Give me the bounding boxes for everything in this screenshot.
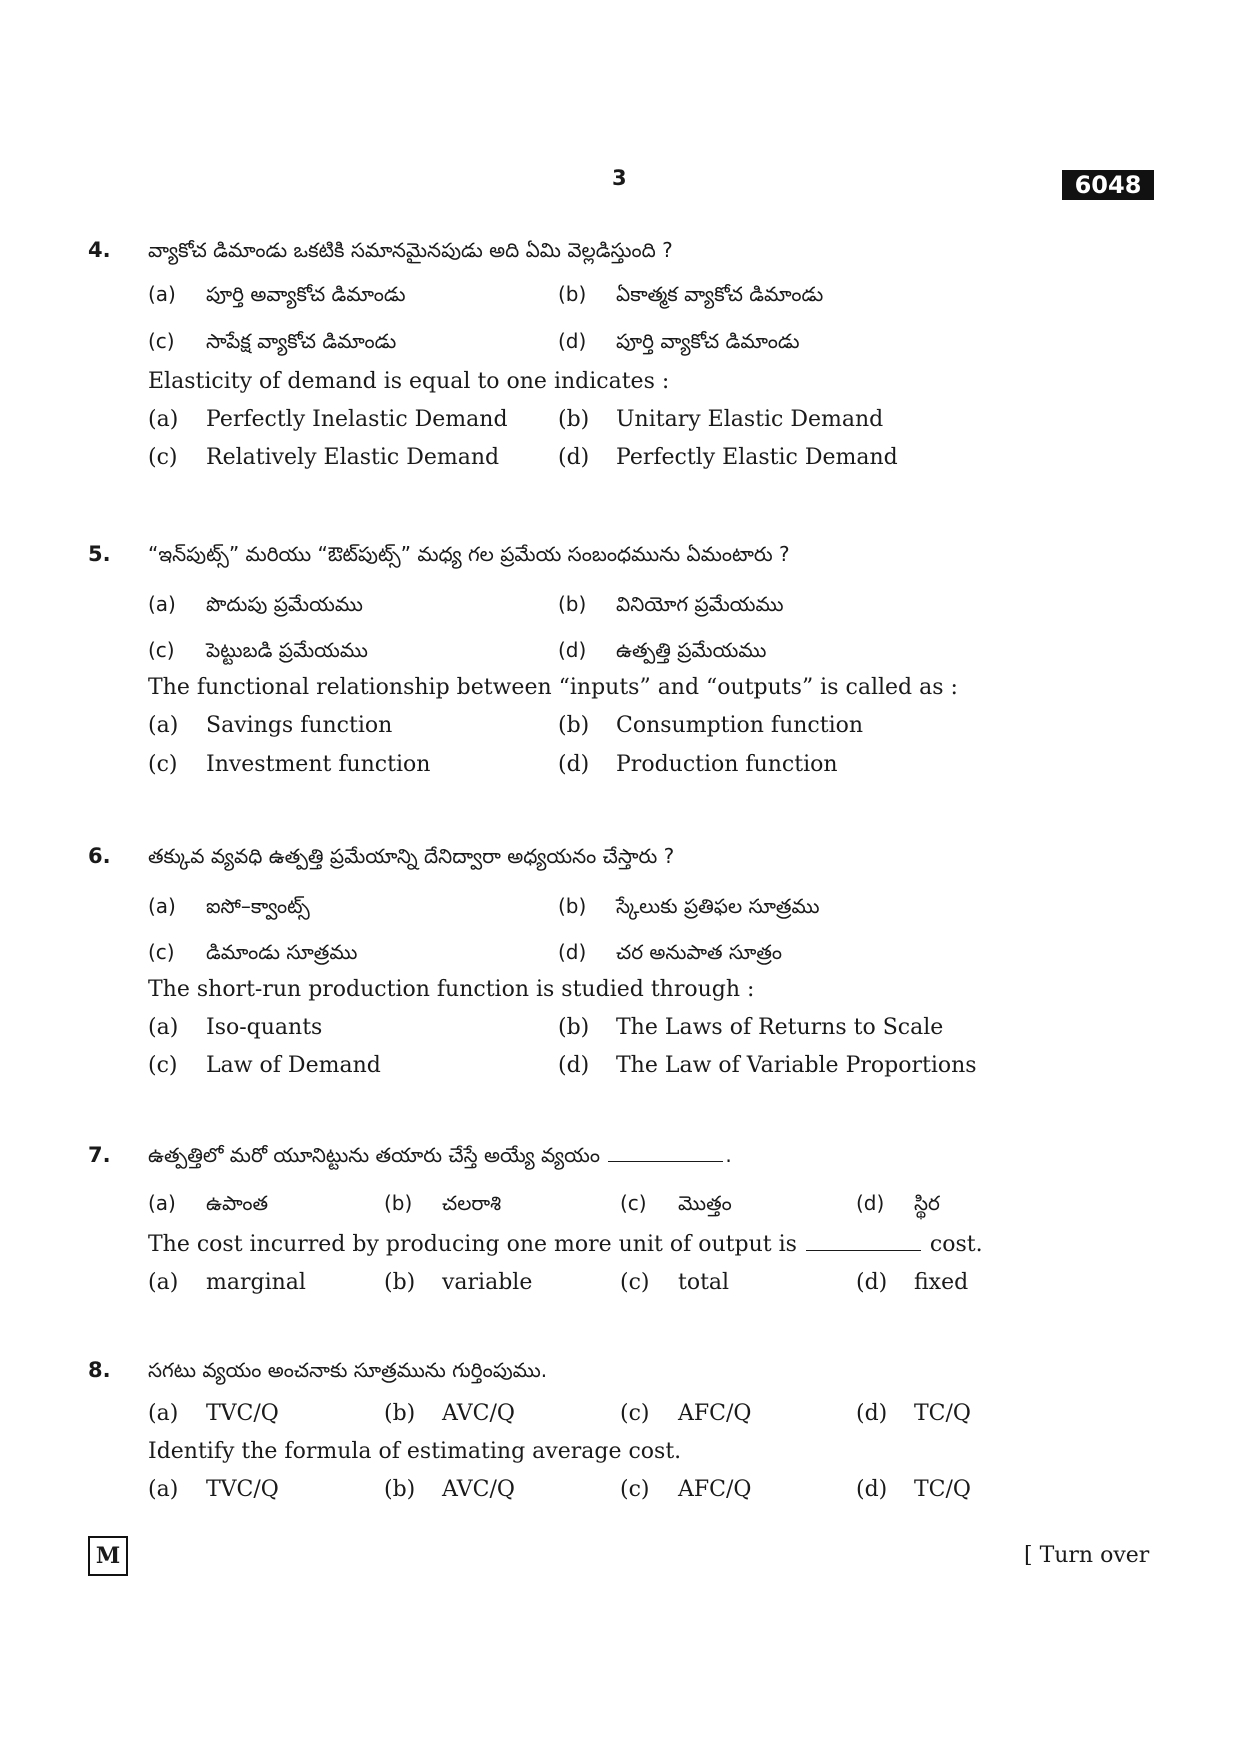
option-label: (c)	[620, 1477, 650, 1502]
question-text-english: The short-run production function is studied through :	[148, 977, 755, 1002]
option-text: total	[678, 1270, 730, 1295]
option-label: (c)	[148, 329, 175, 353]
option-label: (a)	[148, 407, 179, 432]
option-text: Relatively Elastic Demand	[206, 445, 500, 470]
option-c	[148, 934, 357, 970]
options-row-telugu	[148, 934, 1148, 970]
option-text: సాపేక్ష వ్యాకోచ డిమాండు	[206, 329, 397, 353]
question-text-telugu: ఉత్పత్తిలో మరో యూనిట్టును తయారు చేస్తే అయ్యే వ్యయం .	[148, 1143, 732, 1167]
option-a	[148, 1472, 279, 1508]
option-b	[384, 1396, 515, 1432]
option-d	[558, 632, 766, 668]
question-number: 7.	[88, 1143, 111, 1167]
option-label: (a)	[148, 1015, 179, 1040]
option-b	[558, 1010, 943, 1046]
option-label: (b)	[558, 1015, 590, 1040]
answer-blank	[608, 1161, 723, 1162]
option-label: (d)	[558, 752, 590, 777]
option-c	[620, 1472, 751, 1508]
question-number: 6.	[88, 844, 111, 868]
option-label: (d)	[558, 638, 587, 662]
option-text: Perfectly Inelastic Demand	[206, 407, 508, 432]
option-label: (b)	[558, 592, 587, 616]
options-row-english	[148, 402, 1148, 438]
option-c	[620, 1185, 732, 1221]
option-label: (a)	[148, 1477, 179, 1502]
options-row-english	[148, 1010, 1148, 1046]
option-text: AFC/Q	[678, 1401, 752, 1426]
options-row-telugu	[148, 276, 1148, 312]
option-text: ఏకాత్మక వ్యాకోచ డిమాండు	[616, 282, 824, 306]
options-row-english	[148, 708, 1148, 744]
option-d	[558, 747, 838, 783]
option-text: Law of Demand	[206, 1053, 381, 1078]
option-text: Savings function	[206, 713, 393, 738]
option-text: డిమాండు సూత్రము	[206, 940, 358, 964]
option-text: చలరాశి	[442, 1191, 502, 1215]
option-text: Perfectly Elastic Demand	[616, 445, 898, 470]
option-d	[558, 934, 782, 970]
option-text: పొదుపు ప్రమేయము	[206, 592, 363, 616]
option-label: (d)	[558, 445, 590, 470]
option-text: Investment function	[206, 752, 431, 777]
option-a	[148, 586, 363, 622]
question-text-english: The functional relationship between “inputs” and “outputs” is called as :	[148, 675, 958, 700]
option-a	[148, 708, 392, 744]
option-b	[558, 586, 784, 622]
question-text-english: The cost incurred by producing one more unit of output is cost.	[148, 1232, 983, 1257]
option-text: TVC/Q	[206, 1477, 279, 1502]
option-label: (c)	[148, 1053, 178, 1078]
options-row-english	[148, 1265, 1148, 1301]
option-d	[558, 440, 898, 476]
option-c	[148, 747, 430, 783]
options-row-english	[148, 1472, 1148, 1508]
option-text: TC/Q	[914, 1477, 971, 1502]
option-text: Production function	[616, 752, 838, 777]
option-label: (c)	[148, 752, 178, 777]
options-row-english	[148, 440, 1148, 476]
option-label: (c)	[620, 1191, 647, 1215]
option-label: (a)	[148, 1191, 176, 1215]
option-text: మొత్తం	[678, 1191, 732, 1215]
options-row-telugu	[148, 323, 1148, 359]
option-label: (a)	[148, 282, 176, 306]
option-text: స్కేలుకు ప్రతిఫల సూత్రము	[616, 894, 820, 918]
option-text: Iso-quants	[206, 1015, 323, 1040]
option-label: (b)	[558, 282, 587, 306]
option-label: (b)	[384, 1401, 416, 1426]
option-text: పూర్తి వ్యాకోచ డిమాండు	[616, 329, 800, 353]
option-label: (c)	[148, 940, 175, 964]
options-row-english	[148, 1048, 1148, 1084]
option-b	[558, 402, 883, 438]
option-b	[384, 1185, 501, 1221]
option-a	[148, 1185, 268, 1221]
option-a	[148, 1265, 306, 1301]
option-text: వినియోగ ప్రమేయము	[616, 592, 784, 616]
option-c	[620, 1396, 751, 1432]
option-text: The Laws of Returns to Scale	[616, 1015, 944, 1040]
option-text: fixed	[914, 1270, 969, 1295]
option-text: ఉపాంత	[206, 1191, 269, 1215]
option-label: (d)	[558, 1053, 590, 1078]
question-text-english: Elasticity of demand is equal to one indicates :	[148, 369, 670, 394]
option-text: పెట్టుబడి ప్రమేయము	[206, 638, 368, 662]
option-label: (a)	[148, 1401, 179, 1426]
option-b	[384, 1472, 515, 1508]
question-text-telugu: “ఇన్‌పుట్స్” మరియు “ఔట్‌పుట్స్” మధ్య గల ప్రమేయ సంబంధమును ఏమంటారు ?	[148, 542, 790, 566]
option-text: ఐసో–క్వాంట్స్	[206, 894, 310, 918]
option-c	[148, 632, 368, 668]
option-label: (b)	[384, 1270, 416, 1295]
option-label: (d)	[856, 1270, 888, 1295]
option-text: చర అనుపాత సూత్రం	[616, 940, 783, 964]
question-text-english: Identify the formula of estimating average cost.	[148, 1439, 682, 1464]
option-text: variable	[442, 1270, 533, 1295]
option-label: (d)	[856, 1401, 888, 1426]
options-row-telugu	[148, 632, 1148, 668]
question-text-telugu: సగటు వ్యయం అంచనాకు సూత్రమును గుర్తింపుము.	[148, 1358, 548, 1382]
option-label: (a)	[148, 1270, 179, 1295]
option-label: (d)	[856, 1191, 885, 1215]
option-a	[148, 888, 310, 924]
options-row-telugu	[148, 1185, 1148, 1221]
option-label: (b)	[558, 407, 590, 432]
option-label: (b)	[384, 1477, 416, 1502]
option-label: (d)	[558, 940, 587, 964]
option-d	[856, 1265, 968, 1301]
option-label: (b)	[558, 894, 587, 918]
option-text: AVC/Q	[442, 1477, 515, 1502]
option-d	[558, 323, 800, 359]
option-text: AVC/Q	[442, 1401, 515, 1426]
option-label: (c)	[148, 445, 178, 470]
option-text: AFC/Q	[678, 1477, 752, 1502]
options-row-english	[148, 747, 1148, 783]
option-c	[620, 1265, 729, 1301]
question-number: 8.	[88, 1358, 111, 1382]
option-label: (a)	[148, 713, 179, 738]
option-c	[148, 1048, 381, 1084]
option-a	[148, 402, 508, 438]
option-label: (d)	[558, 329, 587, 353]
options-row-telugu	[148, 888, 1148, 924]
option-text: marginal	[206, 1270, 306, 1295]
option-d	[856, 1472, 971, 1508]
option-text: TVC/Q	[206, 1401, 279, 1426]
option-label: (c)	[148, 638, 175, 662]
option-b	[558, 888, 820, 924]
paper-code-badge: 6048	[1062, 170, 1154, 200]
option-b	[558, 708, 863, 744]
option-d	[856, 1396, 971, 1432]
option-text: TC/Q	[914, 1401, 971, 1426]
option-b	[558, 276, 823, 312]
option-label: (b)	[384, 1191, 413, 1215]
option-c	[148, 323, 396, 359]
option-a	[148, 1010, 322, 1046]
option-label: (a)	[148, 592, 176, 616]
option-text: స్థిర	[914, 1191, 940, 1215]
option-label: (c)	[620, 1270, 650, 1295]
page-number: 3	[612, 166, 627, 190]
medium-mark-box: M	[88, 1536, 128, 1576]
option-text: The Law of Variable Proportions	[616, 1053, 977, 1078]
options-row-formula	[148, 1396, 1148, 1432]
option-text: Unitary Elastic Demand	[616, 407, 884, 432]
option-label: (c)	[620, 1401, 650, 1426]
turn-over-note: [ Turn over	[1024, 1543, 1150, 1568]
option-a	[148, 1396, 279, 1432]
options-row-telugu	[148, 586, 1148, 622]
question-number: 4.	[88, 238, 111, 262]
option-d	[558, 1048, 977, 1084]
option-c	[148, 440, 499, 476]
option-text: Consumption function	[616, 713, 864, 738]
option-text: పూర్తి అవ్యాకోచ డిమాండు	[206, 282, 406, 306]
option-label: (d)	[856, 1477, 888, 1502]
option-text: ఉత్పత్తి ప్రమేయము	[616, 638, 767, 662]
option-a	[148, 276, 406, 312]
option-label: (a)	[148, 894, 176, 918]
option-label: (b)	[558, 713, 590, 738]
question-text-telugu: వ్యాకోచ డిమాండు ఒకటికి సమానమైనపుడు అది ఏమి వెల్లడిస్తుంది ?	[148, 238, 673, 262]
question-text-telugu: తక్కువ వ్యవధి ఉత్పత్తి ప్రమేయాన్ని దేనిద్వారా అధ్యయనం చేస్తారు ?	[148, 844, 675, 868]
question-number: 5.	[88, 542, 111, 566]
option-d	[856, 1185, 940, 1221]
answer-blank	[806, 1250, 921, 1251]
option-b	[384, 1265, 532, 1301]
